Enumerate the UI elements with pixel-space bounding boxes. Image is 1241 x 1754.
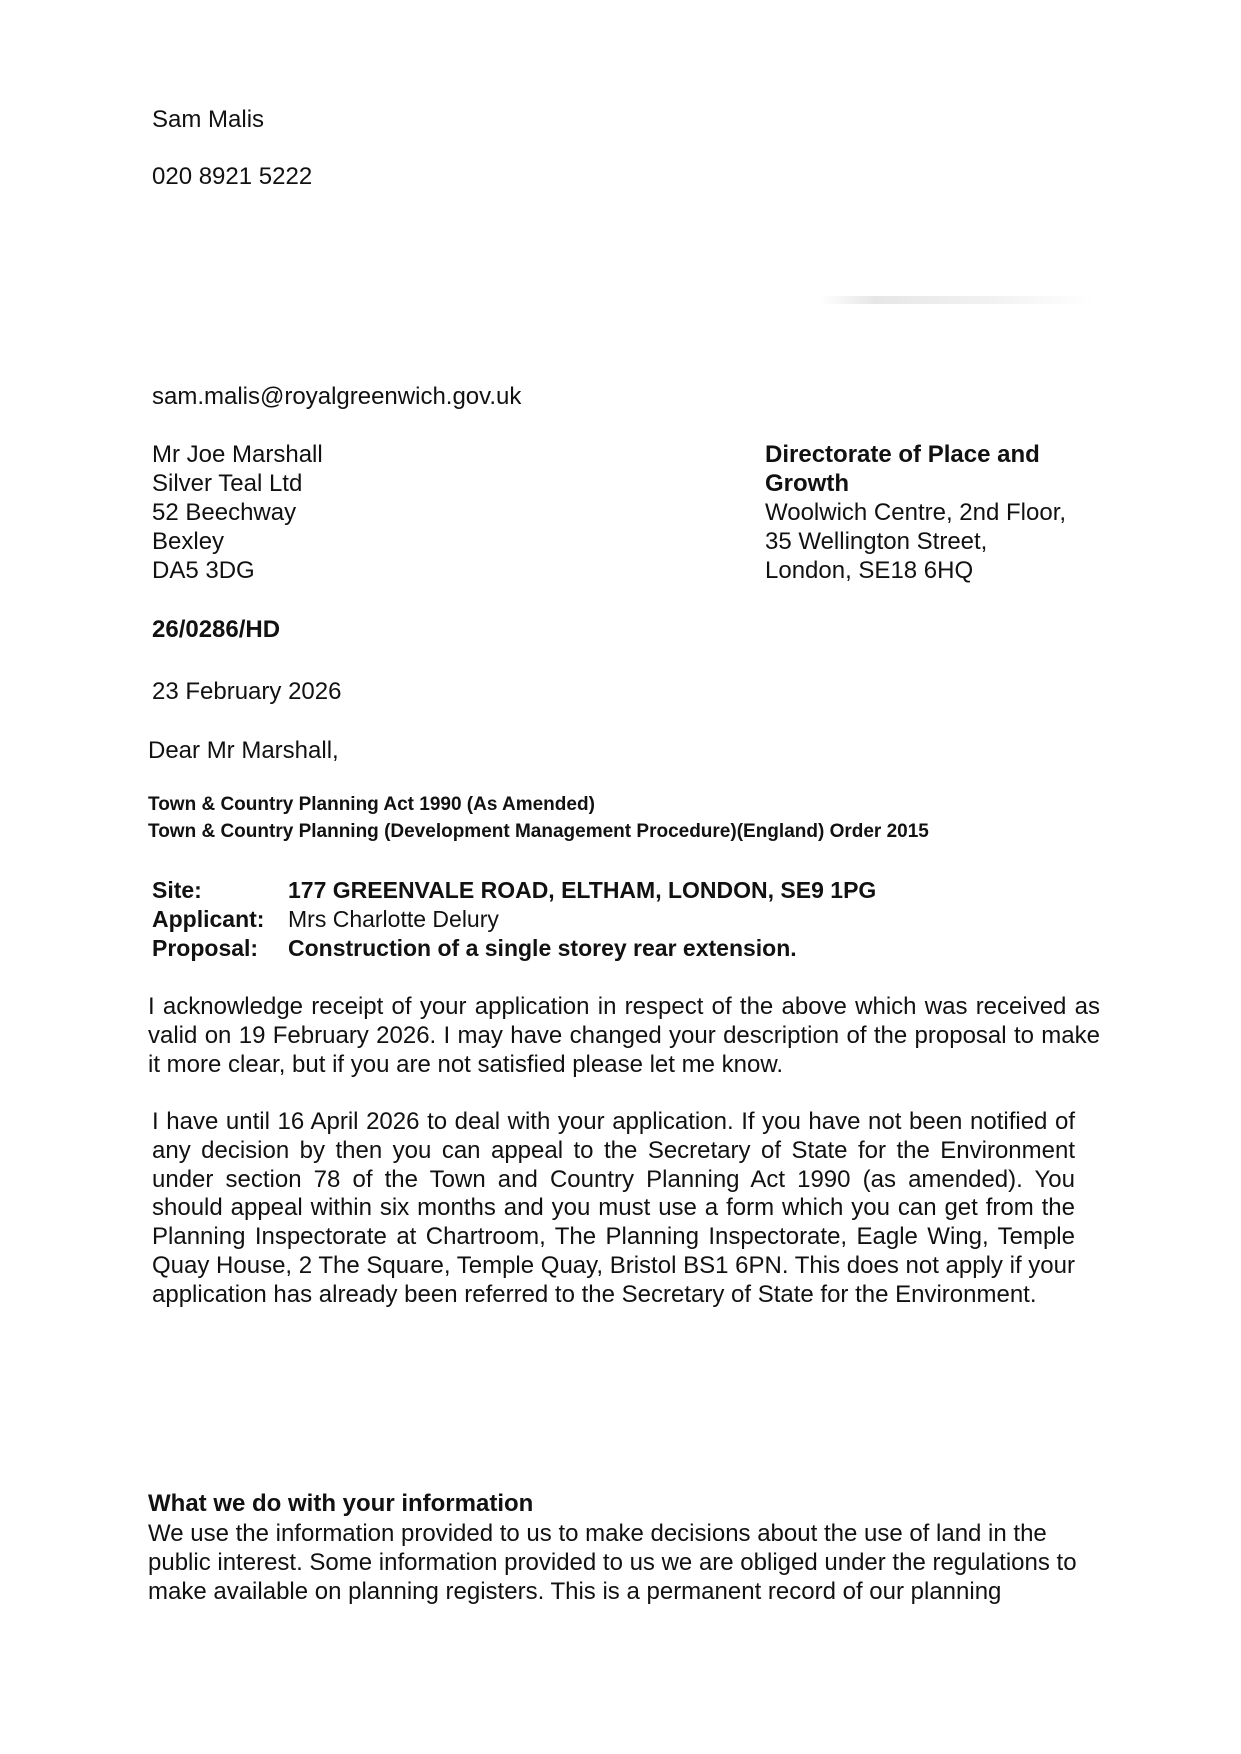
site-details — [152, 876, 876, 963]
letter-date: 23 February 2026 — [152, 678, 342, 705]
recipient-address — [152, 440, 323, 585]
council-heading: Growth — [765, 470, 849, 497]
salutation: Dear Mr Marshall, — [148, 737, 339, 764]
site-value: 177 GREENVALE ROAD, ELTHAM, LONDON, SE9 1PG — [288, 877, 877, 903]
recipient-line: Silver Teal Ltd — [152, 470, 303, 497]
applicant-label: Applicant: — [152, 906, 265, 932]
acknowledgement-paragraph: I acknowledge receipt of your application in respect of the above which was received as valid on 19 February 2026. I may have changed your description of the proposal to make it more clear, but if you are not satisfied please let me know. — [148, 993, 1100, 1078]
council-address-line: Woolwich Centre, 2nd Floor, — [765, 499, 1067, 526]
proposal-value: Construction of a single storey rear extension. — [288, 935, 797, 961]
sender-email: sam.malis@royalgreenwich.gov.uk — [152, 383, 522, 410]
decision-deadline-paragraph: I have until 16 April 2026 to deal with your application. If you have not been notified of any decision by then you can appeal to the Secretary of State for the Environment under section 78 of the Town and Country Planning Act 1990 (as amended). You should appeal within six months and you must use a form which you can get from the Planning Inspectorate at Chartroom, The Planning Inspectorate, Eagle Wing, Temple Quay House, 2 The Square, Temple Quay, Bristol BS1 6PN. This does not apply if your application has already been referred to the Secretary of State for the Environment. — [152, 1108, 1075, 1308]
info-line: make available on planning registers. This is a permanent record of our planning — [148, 1578, 1002, 1605]
proposal-row — [152, 934, 876, 963]
council-address — [765, 440, 1066, 585]
sender-phone: 020 8921 5222 — [152, 163, 313, 190]
info-section-body — [148, 1519, 1077, 1606]
proposal-label: Proposal: — [152, 935, 259, 961]
info-line: We use the information provided to us to make decisions about the use of land in the — [148, 1520, 1047, 1547]
applicant-row — [152, 905, 876, 934]
applicant-value: Mrs Charlotte Delury — [288, 906, 499, 932]
recipient-line: Bexley — [152, 528, 225, 555]
site-row — [152, 876, 876, 905]
sender-name: Sam Malis — [152, 106, 265, 133]
recipient-line: Mr Joe Marshall — [152, 441, 323, 468]
council-heading: Directorate of Place and — [765, 441, 1040, 468]
reference-number: 26/0286/HD — [152, 616, 281, 643]
legislation-line: Town & Country Planning Act 1990 (As Amended) — [148, 794, 595, 815]
council-address-line: London, SE18 6HQ — [765, 557, 974, 584]
legislation-line: Town & Country Planning (Development Management Procedure)(England) Order 2015 — [148, 821, 929, 842]
legislation — [148, 791, 929, 845]
recipient-line: 52 Beechway — [152, 499, 297, 526]
council-address-line: 35 Wellington Street, — [765, 528, 988, 555]
scan-smudge — [820, 296, 1095, 304]
site-label: Site: — [152, 877, 202, 903]
recipient-line: DA5 3DG — [152, 557, 255, 584]
info-line: public interest. Some information provided to us we are obliged under the regulations to — [148, 1549, 1077, 1576]
info-section-heading: What we do with your information — [148, 1490, 534, 1517]
